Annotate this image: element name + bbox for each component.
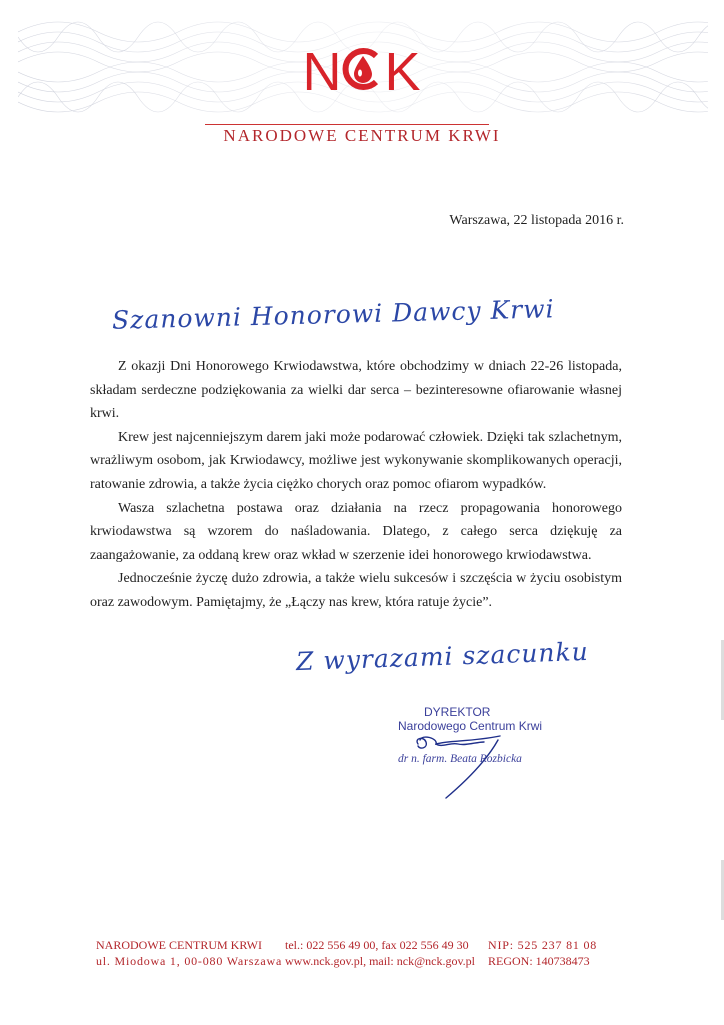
signatory-organization: Narodowego Centrum Krwi	[398, 719, 543, 733]
paragraph: Jednocześnie życzę dużo zdrowia, a także wielu sukcesów i szczęścia w życiu osobistym oraz zawodowym. Pamiętajmy, że „Łączy nas krew, która ratuje życie”.	[90, 571, 622, 610]
letter-date: Warszawa, 22 listopada 2016 r.	[449, 213, 624, 228]
footer-address: ul. Miodowa 1, 00-080 Warszawa	[96, 954, 283, 968]
footer-regon: REGON: 140738473	[488, 954, 590, 968]
signatory-name: dr n. farm. Beata Rozbicka	[398, 753, 522, 765]
letterhead-footer	[0, 937, 724, 977]
nck-logo	[0, 42, 724, 102]
footer-org-name: NARODOWE CENTRUM KRWI	[96, 938, 262, 952]
salutation-handwritten: Szanowni Honorowi Dawcy Krwi	[111, 294, 555, 335]
blood-drop-c-icon	[342, 42, 384, 94]
logo-letter-k: K	[384, 42, 422, 102]
letter-body	[90, 355, 622, 615]
header-divider	[205, 124, 489, 125]
logo-letter-n: N	[302, 42, 343, 102]
paragraph: Krew jest najcenniejszym darem jaki może podarować człowiek. Dzięki tak szlachetnym, wrażliwym osobom, jak Krwiodawcy, możliwe jest wykonywanie skomplikowanych operacji, ratowanie zdrowia, a także życia ciężko chorych oraz pomoc ofiarom wypadków.	[90, 429, 622, 492]
paragraph: Wasza szlachetna postawa oraz działania na rzecz propagowania honorowego krwiodawstwa są wzorem do naśladowania. Dlatego, z całego serca dziękuję za zaangażowanie, za oddaną krew oraz wkład w szerzenie idei honorowego krwiodawstwa.	[90, 500, 622, 563]
footer-phone-fax: tel.: 022 556 49 00, fax 022 556 49 30	[285, 938, 469, 952]
footer-web-mail: www.nck.gov.pl, mail: nck@nck.gov.pl	[285, 954, 476, 968]
signatory-title: DYREKTOR	[424, 705, 491, 719]
handwritten-signature	[380, 728, 520, 802]
footer-nip: NIP: 525 237 81 08	[488, 938, 598, 952]
closing-handwritten: Z wyrazami szacunku	[295, 636, 590, 677]
paragraph: Z okazji Dni Honorowego Krwiodawstwa, które obchodzimy w dniach 22-26 listopada, składam serdeczne podziękowania za wielki dar serca – bezinteresowne ofiarowanie własnej krwi.	[90, 359, 622, 422]
org-name: NARODOWE CENTRUM KRWI	[223, 126, 501, 145]
